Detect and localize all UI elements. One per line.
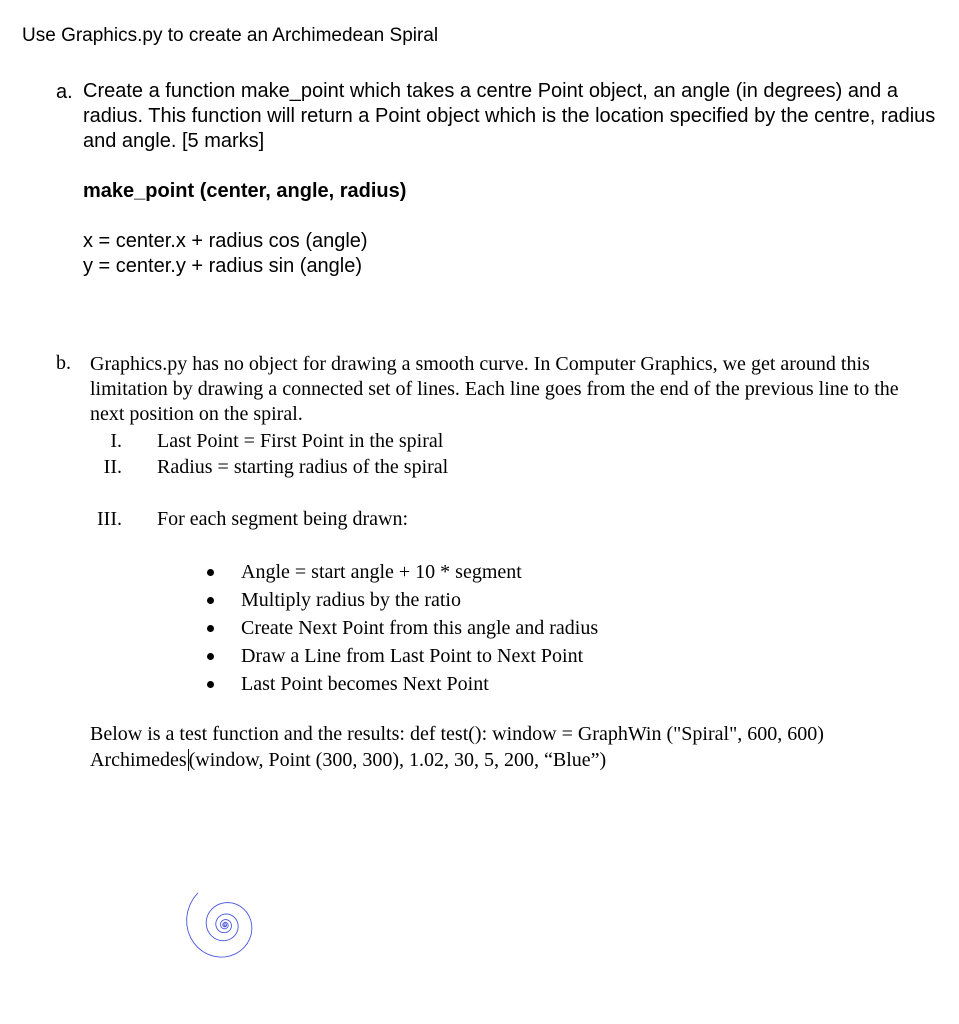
formula-y: y = center.y + radius sin (angle) [83,255,363,277]
bullet-icon [207,625,214,632]
bullet-item: Draw a Line from Last Point to Next Point [241,645,584,667]
bullet-icon [207,653,214,660]
step-text: Last Point = First Point in the spiral [157,430,444,452]
spiral-curve [187,893,252,957]
bullet-icon [207,569,214,576]
bullet-item: Multiply radius by the ratio [241,589,461,611]
bullet-item: Create Next Point from this angle and radius [241,617,599,639]
part-b-text: Graphics.py has no object for drawing a smooth curve. In Computer Graphics, we get around this limitation by drawing a connected set of lines. Each line goes from the end of the previous line to the next position on the spiral. [90,353,899,425]
function-signature: make_point (center, angle, radius) [83,180,407,202]
bullet-icon [207,597,214,604]
part-a-marker: a. [56,81,73,103]
bullet-item: Last Point becomes Next Point [241,673,489,695]
formula-x: x = center.x + radius cos (angle) [83,230,368,252]
step-text: For each segment being drawn: [157,508,409,530]
page-title: Use Graphics.py to create an Archimedean Spiral [22,25,439,46]
step-number: III. [97,508,122,530]
spiral-image [90,820,350,1024]
bullet-item: Angle = start angle + 10 * segment [241,561,522,583]
test-function-call: (window, Point (300, 300), 1.02, 30, 5, 200, “Blue”) [188,749,607,771]
step-text: Radius = starting radius of the spiral [157,456,449,478]
bullet-icon [207,681,214,688]
part-a-text: Create a function make_point which takes a centre Point object, an angle (in degrees) and a radius. This function will return a Point object which is the location specified by the centre, radius and angle. [5 marks] [83,80,936,152]
test-function-code: Below is a test function and the results: def test(): window = GraphWin ("Spiral", 600, 600) Archimedes [90,723,824,771]
step-number: I. [110,430,122,452]
step-number: II. [103,456,122,478]
test-function-text [90,721,920,773]
part-b-marker: b. [56,352,71,374]
